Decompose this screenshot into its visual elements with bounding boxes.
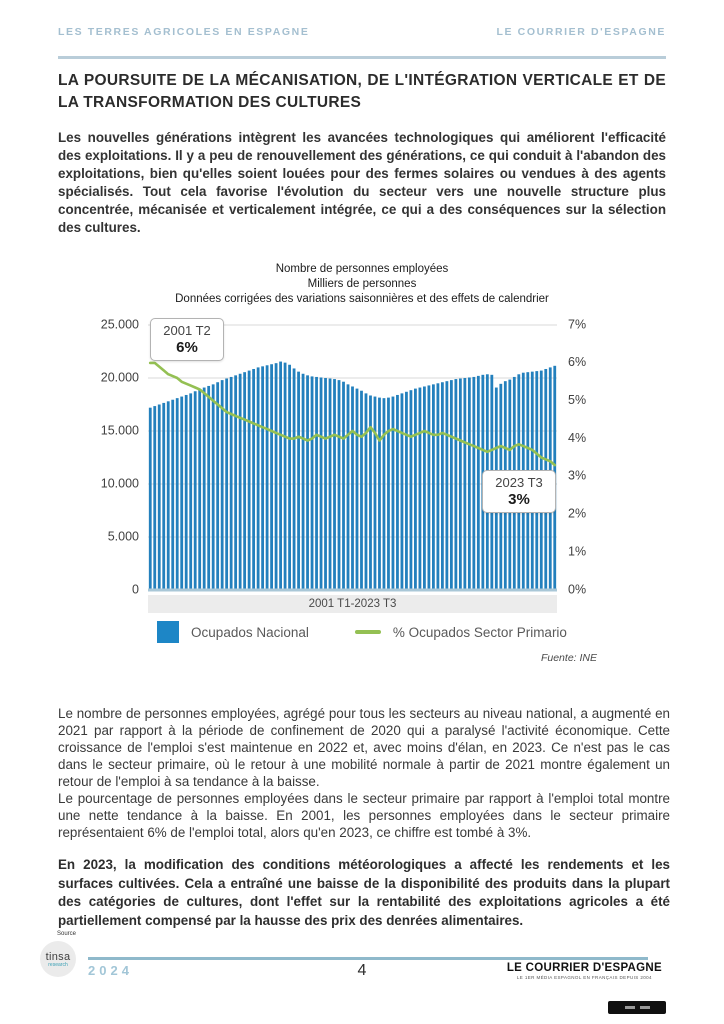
- svg-text:5%: 5%: [568, 393, 587, 408]
- svg-text:3%: 3%: [568, 468, 587, 483]
- body-text-block: [58, 705, 670, 841]
- publisher-logo: [507, 962, 662, 980]
- chart-titles: [0, 262, 724, 307]
- publisher-tagline: LE 1ER MÉDIA ESPAGNOL EN FRANÇAIS DEPUIS 2004: [516, 975, 652, 980]
- legend-label-line: % Ocupados Sector Primario: [392, 624, 567, 640]
- svg-text:1%: 1%: [568, 544, 587, 559]
- svg-text:20.000: 20.000: [100, 370, 139, 385]
- svg-text:2%: 2%: [568, 506, 587, 521]
- annotation-2001-value: 6%: [176, 339, 198, 356]
- annotation-2023-value: 3%: [508, 491, 530, 508]
- legend-item-bars: [157, 621, 309, 643]
- footer-year: 2024: [88, 963, 133, 978]
- page-title: LA POURSUITE DE LA MÉCANISATION, DE L'INTÉGRATION VERTICALE ET DE LA TRANSFORMATION DES CULTURES: [58, 72, 666, 111]
- annotation-2023-label: 2023 T3: [495, 475, 543, 490]
- x-axis-range-band: 2001 T1-2023 T3: [148, 595, 557, 613]
- publisher-name: LE COURRIER D'ESPAGNE: [506, 962, 662, 974]
- svg-text:5.000: 5.000: [107, 529, 139, 544]
- chart-source: Fuente: INE: [540, 652, 597, 664]
- body-paragraph-2: Le pourcentage de personnes employées dans le secteur primaire par rapport à l'emploi total montre une nette tendance à la baisse. En 2001, les personnes employées dans le secteur primaire représentaient 6% de l'emploi total, alors qu'en 2023, ce chiffre est tombé à 3%.: [58, 791, 670, 840]
- annotation-2001: [150, 318, 224, 361]
- closing-paragraph: En 2023, la modification des conditions météorologiques a affecté les rendements et les surfaces cultivées. Cela a entraîné une baisse de la disponibilité des produits dans la plupart des catégories de cultures, dont l'effet sur la rentabilité des exploitations agricoles a été partiellement compensé par la hausse des prix des denrées alimentaires.: [58, 857, 670, 928]
- footer-divider: [88, 957, 648, 960]
- svg-text:0%: 0%: [568, 582, 587, 597]
- svg-text:0: 0: [132, 582, 139, 597]
- chart-title-line2: Milliers de personnes: [307, 278, 417, 290]
- page-number: 4: [357, 962, 367, 979]
- chart-legend: [0, 621, 724, 643]
- header-divider: [58, 56, 666, 59]
- svg-text:4%: 4%: [568, 430, 587, 445]
- svg-text:6%: 6%: [568, 355, 587, 370]
- header-right-title: LE COURRIER D'ESPAGNE: [496, 26, 666, 38]
- annotation-2001-label: 2001 T2: [163, 323, 211, 338]
- legend-item-line: [355, 625, 567, 640]
- body-paragraph-1: Le nombre de personnes employées, agrégé pour tous les secteurs au niveau national, a augmenté en 2021 par rapport à la période de confinement de 2020 qui a paralysé l'activité économique. Cette croissance de l'emploi s'est maintenue en 2022 et, avec moins d'élan, en 2023. Ce n'est pas le cas dans le secteur primaire, où le retour à une mobilité normale à partir de 2021 montre également un retour de l'emploi à sa tendance à la baisse.: [58, 706, 670, 789]
- chart-title-line1: Nombre de personnes employées: [275, 263, 449, 275]
- header-left-title: LES TERRES AGRICOLES EN ESPAGNE: [58, 26, 310, 38]
- tinsa-logo-subtext: research: [48, 961, 68, 968]
- legend-label-bars: Ocupados Nacional: [191, 624, 309, 640]
- annotation-2023: [482, 470, 556, 513]
- intro-paragraph: Les nouvelles générations intègrent les avancées technologiques qui améliorent l'efficacité des exploitations. Il y a peu de renouvellement des générations, ce qui conduit à l'abandon des exploitations, bien qu'elles soient louées pour des fermes solaires ou vendues à des agents spécialisés. Tout cela favorise l'évolution du secteur vers une nouvelle structure plus concentrée, mécanisée et verticalement intégrée, ce qui a des conséquences sur la sélection des cultures.: [58, 130, 666, 235]
- svg-text:7%: 7%: [568, 317, 587, 332]
- svg-text:25.000: 25.000: [100, 317, 139, 332]
- svg-text:10.000: 10.000: [100, 476, 139, 491]
- footer-source-label: Source: [57, 931, 77, 937]
- tinsa-logo-text: tinsa: [45, 950, 71, 963]
- chart-title-line3: Données corrigées des variations saisonnières et des effets de calendrier: [175, 293, 549, 305]
- publisher-badge: [608, 1001, 666, 1014]
- svg-text:15.000: 15.000: [100, 423, 139, 438]
- legend-swatch-line: [355, 630, 381, 634]
- legend-swatch-bar: [157, 621, 179, 643]
